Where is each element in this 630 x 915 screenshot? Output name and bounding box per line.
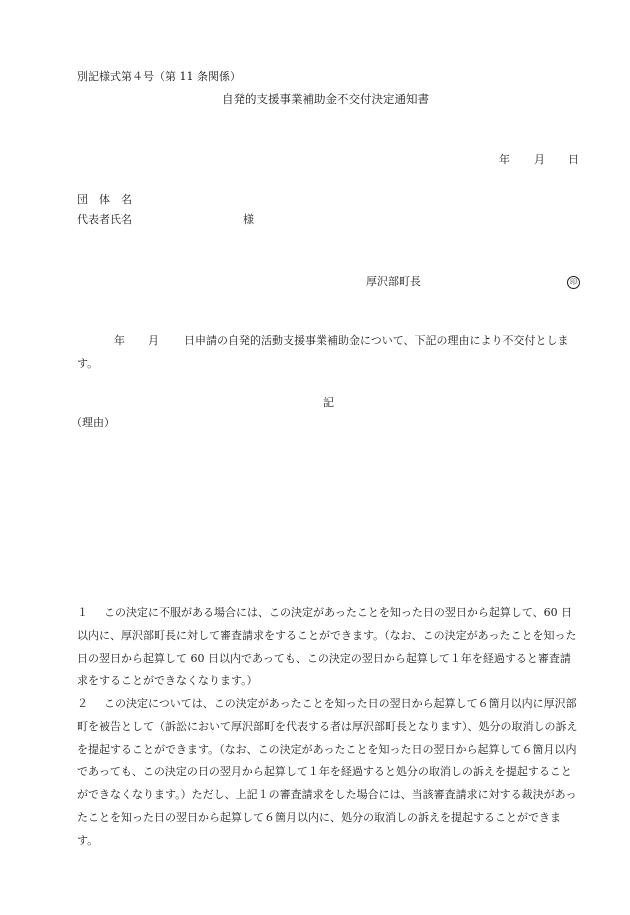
document-title: 自発的支援事業補助金不交付決定通知書	[222, 92, 429, 106]
honorific: 様	[243, 213, 254, 226]
note-text: この決定については、この決定があったことを知った日の翌日から起算して６箇月以内に厚沢部町を被告として（訴訟において厚沢部町を代表する者は厚沢部町長となります）、処分の取消しの訴えを提起することができます。（なお、この決定があったことを知った日の翌日から起算して６箇月以内であっても、この決定の日の翌月から起算して１年を経過すると処分の取消しの訴えを提起することができなくなります。）ただし、上記１の審査請求をした場合には、当該審査請求に対する裁決があったことを知った日の翌日から起算して６箇月以内に、処分の取消しの訴えを提起することができます。	[77, 697, 578, 847]
date-month: 月	[534, 153, 545, 166]
ki-heading: 記	[323, 396, 334, 409]
note-number: １	[77, 606, 88, 619]
note-number: ２	[77, 697, 88, 710]
reason-label: （理由）	[71, 416, 115, 429]
date-year: 年	[499, 153, 510, 166]
sender-title: 厚沢部町長	[366, 275, 421, 288]
representative-name-label: 代表者氏名	[77, 213, 132, 226]
body-year: 年	[114, 334, 125, 347]
date-day: 日	[568, 153, 579, 166]
note-1	[77, 602, 579, 693]
seal-mark: 印	[567, 276, 580, 289]
org-name-label: 団 体 名	[77, 193, 132, 206]
note-2	[77, 693, 579, 853]
body-paragraph: 日申請の自発的活動支援事業補助金について、下記の理由により不交付とします。	[77, 334, 569, 370]
note-text: この決定に不服がある場合には、この決定があったことを知った日の翌日から起算して、60 日以内に、厚沢部町長に対して審査請求をすることができます。（なお、この決定があったことを知った日の翌日から起算して 60 日以内であっても、この決定の翌日から起算して１年を経過すると審査請求をすることができなくなります。）	[77, 606, 577, 688]
form-label: 別記様式第４号（第 11 条関係）	[77, 70, 241, 83]
body-month: 月	[148, 334, 159, 347]
